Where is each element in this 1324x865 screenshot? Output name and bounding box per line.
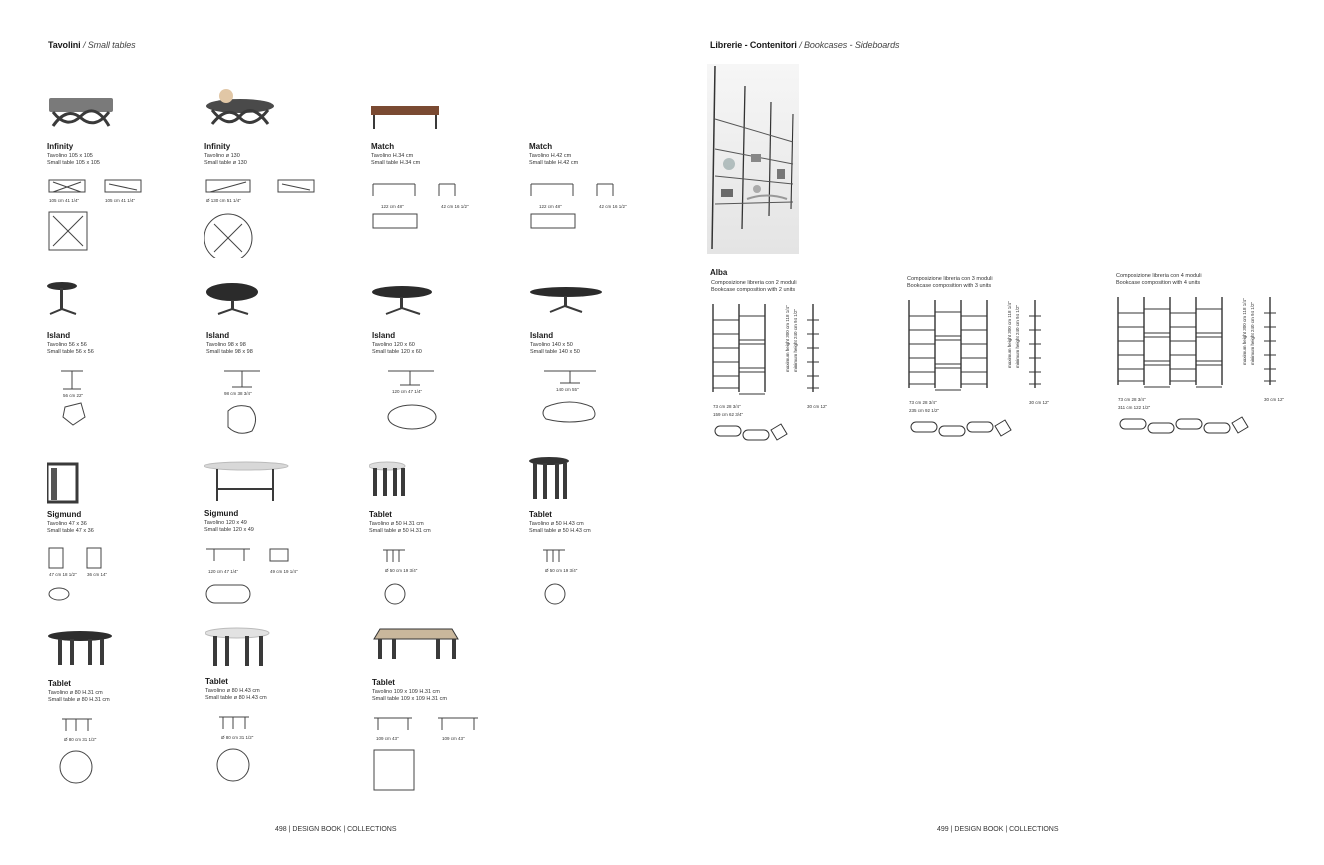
dimension-label: Ø 130 cm 51 1/4" bbox=[206, 198, 241, 203]
product-desc-en: Small table H.42 cm bbox=[529, 160, 579, 166]
right-title-italic: / Bookcases - Sideboards bbox=[796, 40, 900, 50]
product-desc-it: Tavolino ø 50 H.43 cm bbox=[529, 521, 584, 527]
dimension-label: maximum height 300 cm 118 1/4" bbox=[1242, 298, 1247, 365]
product-name: Match bbox=[371, 142, 395, 151]
dimension-label: 159 cm 62 3/4" bbox=[713, 412, 744, 417]
alba-desc-it: Composizione libreria con 4 moduli bbox=[1116, 273, 1202, 279]
dimension-label: 105 cm 41 1/4" bbox=[105, 198, 136, 203]
right-title-bold: Librerie - Contenitori bbox=[710, 40, 797, 50]
product-photo bbox=[204, 86, 354, 146]
alba-technical-drawing bbox=[711, 302, 891, 472]
product-name: Infinity bbox=[47, 142, 74, 151]
product-desc-it: Tavolino 120 x 49 bbox=[204, 520, 247, 526]
product-desc-en: Small table 120 x 60 bbox=[372, 349, 422, 355]
technical-drawing bbox=[369, 546, 484, 626]
technical-drawing bbox=[206, 367, 321, 447]
product-photo bbox=[371, 86, 521, 146]
left-footer: 498 | DESIGN BOOK | COLLECTIONS bbox=[275, 826, 397, 833]
product-name: Infinity bbox=[204, 142, 231, 151]
product-desc-en: Small table 105 x 105 bbox=[47, 160, 100, 166]
dimension-label: 30 cm 12" bbox=[1264, 397, 1285, 402]
product-desc-en: Small table 47 x 36 bbox=[47, 528, 94, 534]
product-desc-en: Small table 56 x 56 bbox=[47, 349, 94, 355]
dimension-label: 73 cm 28 3/4" bbox=[713, 404, 741, 409]
dimension-label: 98 cm 38 3/4" bbox=[224, 391, 252, 396]
dimension-label: Ø 50 cm 19 3/4" bbox=[545, 568, 578, 573]
dimension-label: 122 cm 48" bbox=[381, 204, 404, 209]
right-section-title bbox=[710, 40, 899, 50]
alba-desc-it: Composizione libreria con 2 moduli bbox=[711, 280, 797, 286]
product-name: Tablet bbox=[48, 679, 71, 688]
product-desc-it: Tavolino ø 130 bbox=[204, 153, 240, 159]
product-desc-it: Tavolino 105 x 105 bbox=[47, 153, 93, 159]
product-photo bbox=[47, 86, 197, 146]
product-desc-en: Small table H.34 cm bbox=[371, 160, 421, 166]
product-desc-it: Tavolino 109 x 109 H.31 cm bbox=[372, 689, 440, 695]
product-name: Island bbox=[206, 331, 230, 340]
product-photo bbox=[205, 625, 355, 685]
dimension-label: 311 cm 122 1/2" bbox=[1118, 405, 1151, 410]
product-desc-en: Small table 140 x 50 bbox=[530, 349, 580, 355]
alba-technical-drawing bbox=[1116, 295, 1324, 465]
dimension-label: maximum height 300 cm 118 1/4" bbox=[1007, 301, 1012, 368]
product-desc-it: Tavolino ø 50 H.31 cm bbox=[369, 521, 424, 527]
product-desc-it: Tavolino H.34 cm bbox=[371, 153, 414, 159]
product-name: Sigmund bbox=[47, 510, 82, 519]
product-desc-en: Small table ø 50 H.31 cm bbox=[369, 528, 431, 534]
product-name: Island bbox=[47, 331, 71, 340]
technical-drawing bbox=[204, 545, 319, 625]
product-desc-it: Tavolino 120 x 60 bbox=[372, 342, 415, 348]
dimension-label: 120 cm 47 1/4" bbox=[208, 569, 239, 574]
alba-desc-en: Bookcase composition with 4 units bbox=[1116, 280, 1201, 286]
alba-desc-en: Bookcase composition with 3 units bbox=[907, 283, 992, 289]
dimension-label: 109 cm 43" bbox=[376, 736, 399, 741]
product-name: Island bbox=[372, 331, 396, 340]
dimension-label: minimum height 240 cm 94 1/2" bbox=[1250, 301, 1255, 365]
dimension-label: 56 cm 22" bbox=[63, 393, 84, 398]
left-title-italic: / Small tables bbox=[80, 40, 136, 50]
product-name: Tablet bbox=[529, 510, 552, 519]
product-desc-en: Small table ø 50 H.43 cm bbox=[529, 528, 591, 534]
dimension-label: 42 cm 16 1/2" bbox=[599, 204, 627, 209]
dimension-label: maximum height 300 cm 118 1/4" bbox=[785, 305, 790, 372]
technical-drawing bbox=[47, 367, 162, 447]
dimension-label: 122 cm 48" bbox=[539, 204, 562, 209]
dimension-label: Ø 80 cm 31 1/2" bbox=[64, 737, 97, 742]
product-name: Sigmund bbox=[204, 509, 239, 518]
alba-name: Alba bbox=[710, 268, 728, 277]
product-desc-en: Small table 120 x 49 bbox=[204, 527, 254, 533]
product-desc-it: Tavolino ø 80 H.31 cm bbox=[48, 690, 103, 696]
dimension-label: 105 cm 41 1/4" bbox=[49, 198, 80, 203]
right-footer: 499 | DESIGN BOOK | COLLECTIONS bbox=[937, 826, 1059, 833]
dimension-label: 235 cm 92 1/2" bbox=[909, 408, 940, 413]
technical-drawing bbox=[529, 178, 644, 258]
technical-drawing bbox=[372, 714, 487, 794]
left-title-bold: Tavolini bbox=[48, 40, 81, 50]
dimension-label: 36 cm 14" bbox=[87, 572, 108, 577]
product-photo bbox=[529, 455, 679, 515]
alba-photo bbox=[707, 64, 799, 254]
technical-drawing bbox=[47, 546, 162, 626]
dimension-label: 73 cm 28 3/4" bbox=[909, 400, 937, 405]
product-desc-it: Tavolino 56 x 56 bbox=[47, 342, 87, 348]
product-desc-en: Small table 109 x 109 H.31 cm bbox=[372, 696, 447, 702]
product-desc-it: Tavolino 98 x 98 bbox=[206, 342, 246, 348]
dimension-label: 120 cm 47 1/4" bbox=[392, 389, 423, 394]
dimension-label: minimum height 240 cm 94 1/2" bbox=[1015, 304, 1020, 368]
product-desc-en: Small table ø 80 H.31 cm bbox=[48, 697, 110, 703]
dimension-label: 73 cm 28 3/4" bbox=[1118, 397, 1146, 402]
dimension-label: 30 cm 12" bbox=[1029, 400, 1050, 405]
product-name: Tablet bbox=[372, 678, 395, 687]
dimension-label: 109 cm 43" bbox=[442, 736, 465, 741]
technical-drawing bbox=[530, 367, 645, 447]
technical-drawing bbox=[529, 546, 644, 626]
dimension-label: Ø 80 cm 31 1/2" bbox=[221, 735, 254, 740]
product-name: Tablet bbox=[369, 510, 392, 519]
left-section-title bbox=[48, 40, 136, 50]
dimension-label: 140 cm 55" bbox=[556, 387, 579, 392]
dimension-label: 42 cm 16 1/2" bbox=[441, 204, 469, 209]
dimension-label: 49 cm 19 1/4" bbox=[270, 569, 298, 574]
dimension-label: 30 cm 12" bbox=[807, 404, 828, 409]
technical-drawing bbox=[204, 178, 319, 258]
alba-desc-it: Composizione libreria con 3 moduli bbox=[907, 276, 993, 282]
product-name: Match bbox=[529, 142, 553, 151]
product-desc-en: Small table ø 130 bbox=[204, 160, 247, 166]
product-desc-en: Small table 98 x 98 bbox=[206, 349, 253, 355]
alba-desc-en: Bookcase composition with 2 units bbox=[711, 287, 796, 293]
dimension-label: Ø 50 cm 19 3/4" bbox=[385, 568, 418, 573]
technical-drawing bbox=[372, 367, 487, 447]
product-desc-it: Tavolino 47 x 36 bbox=[47, 521, 87, 527]
product-name: Tablet bbox=[205, 677, 228, 686]
technical-drawing bbox=[371, 178, 486, 258]
dimension-label: minimum height 240 cm 94 1/2" bbox=[793, 308, 798, 372]
product-desc-it: Tavolino ø 80 H.43 cm bbox=[205, 688, 260, 694]
dimension-label: 47 cm 18 1/2" bbox=[49, 572, 77, 577]
product-desc-it: Tavolino H.42 cm bbox=[529, 153, 572, 159]
technical-drawing bbox=[205, 713, 320, 793]
product-name: Island bbox=[530, 331, 554, 340]
product-photo bbox=[372, 625, 522, 685]
technical-drawing bbox=[48, 715, 163, 795]
product-desc-en: Small table ø 80 H.43 cm bbox=[205, 695, 267, 701]
alba-technical-drawing bbox=[907, 298, 1107, 468]
technical-drawing bbox=[47, 178, 162, 258]
product-desc-it: Tavolino 140 x 50 bbox=[530, 342, 573, 348]
